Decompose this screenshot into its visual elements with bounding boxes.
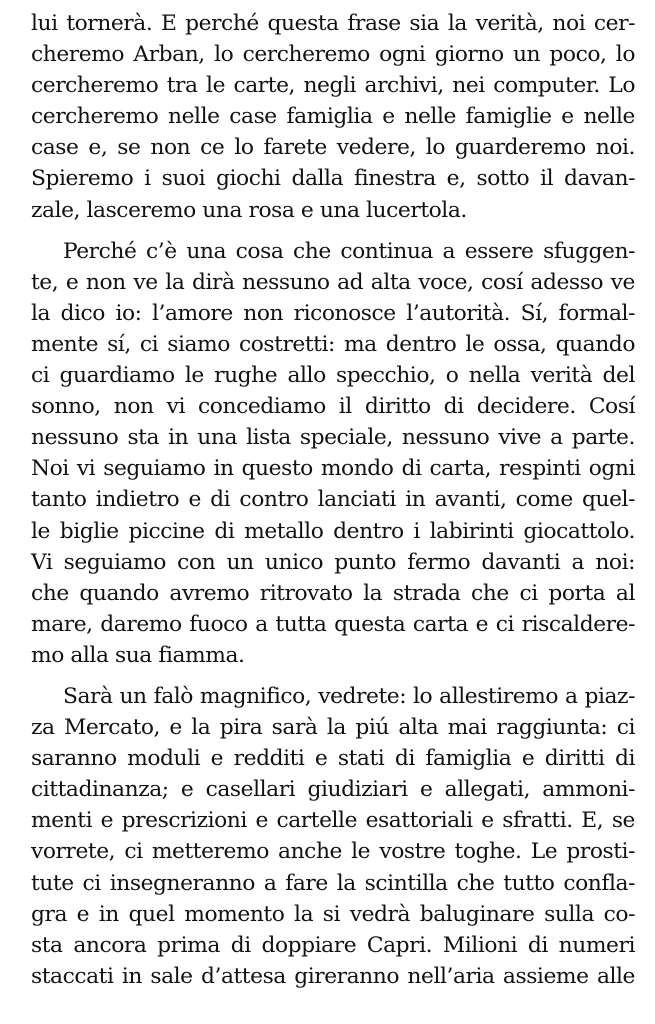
- text-line: mare, daremo fuoco a tutta questa carta e ci riscaldere-: [31, 611, 635, 637]
- book-page: [31, 8, 635, 992]
- text-line: mo alla sua fiamma.: [31, 642, 245, 668]
- text-line: le biglie piccine di metallo dentro i labirinti giocattolo.: [31, 518, 635, 544]
- text-line: mente sí, ci siamo costretti: ma dentro le ossa, quando: [31, 331, 635, 357]
- text-line: vorrete, ci metteremo anche le vostre toghe. Le prosti-: [31, 839, 635, 865]
- text-line: Spieremo i suoi giochi dalla finestra e, sotto il davan-: [31, 166, 635, 192]
- text-line: cittadinanza; e casellari giudiziari e allegati, ammoni-: [31, 777, 635, 803]
- text-line: Perché c’è una cosa che continua a essere sfuggen-: [63, 238, 635, 264]
- text-line: Sarà un falò magnifico, vedrete: lo allestiremo a piaz-: [63, 683, 635, 709]
- paragraph-3: [31, 681, 635, 992]
- text-line: gra e in quel momento la si vedrà baluginare sulla co-: [31, 901, 635, 927]
- text-line: cercheremo nelle case famiglia e nelle famiglie e nelle: [31, 104, 635, 130]
- text-line: za Mercato, e la pira sarà la piú alta mai raggiunta: ci: [31, 715, 635, 741]
- text-line: la dico io: l’amore non riconosce l’autorità. Sí, formal-: [31, 300, 635, 326]
- text-line: Vi seguiamo con un unico punto fermo davanti a noi:: [31, 549, 635, 575]
- text-line: te, e non ve la dirà nessuno ad alta voce, cosí adesso ve: [31, 269, 635, 295]
- text-line: zale, lasceremo una rosa e una lucertola.: [31, 197, 467, 223]
- paragraph-2: [31, 236, 635, 671]
- text-line: sonno, non vi concediamo il diritto di decidere. Cosí: [31, 394, 635, 420]
- text-line: sta ancora prima di doppiare Capri. Milioni di numeri: [31, 932, 635, 958]
- text-line: che quando avremo ritrovato la strada che ci porta al: [31, 580, 635, 606]
- text-line: case e, se non ce lo farete vedere, lo guarderemo noi.: [31, 135, 635, 161]
- text-line: tanto indietro e di contro lanciati in avanti, come quel-: [31, 487, 635, 513]
- text-line: staccati in sale d’attesa gireranno nell’aria assieme alle: [31, 963, 635, 989]
- text-line: cercheremo tra le carte, negli archivi, nei computer. Lo: [31, 73, 635, 99]
- text-line: Noi vi seguiamo in questo mondo di carta, respinti ogni: [31, 456, 635, 482]
- text-line: ci guardiamo le rughe allo specchio, o nella verità del: [31, 363, 635, 389]
- text-line: saranno moduli e redditi e stati di famiglia e diritti di: [31, 746, 635, 772]
- paragraph-1: [31, 8, 635, 226]
- text-line: tute ci insegneranno a fare la scintilla che tutto confla-: [31, 870, 635, 896]
- text-line: cheremo Arban, lo cercheremo ogni giorno un poco, lo: [31, 42, 635, 68]
- text-line: nessuno sta in una lista speciale, nessuno vive a parte.: [31, 425, 635, 451]
- text-line: menti e prescrizioni e cartelle esattoriali e sfratti. E, se: [31, 808, 635, 834]
- text-line: lui tornerà. E perché questa frase sia la verità, noi cer-: [31, 11, 635, 36]
